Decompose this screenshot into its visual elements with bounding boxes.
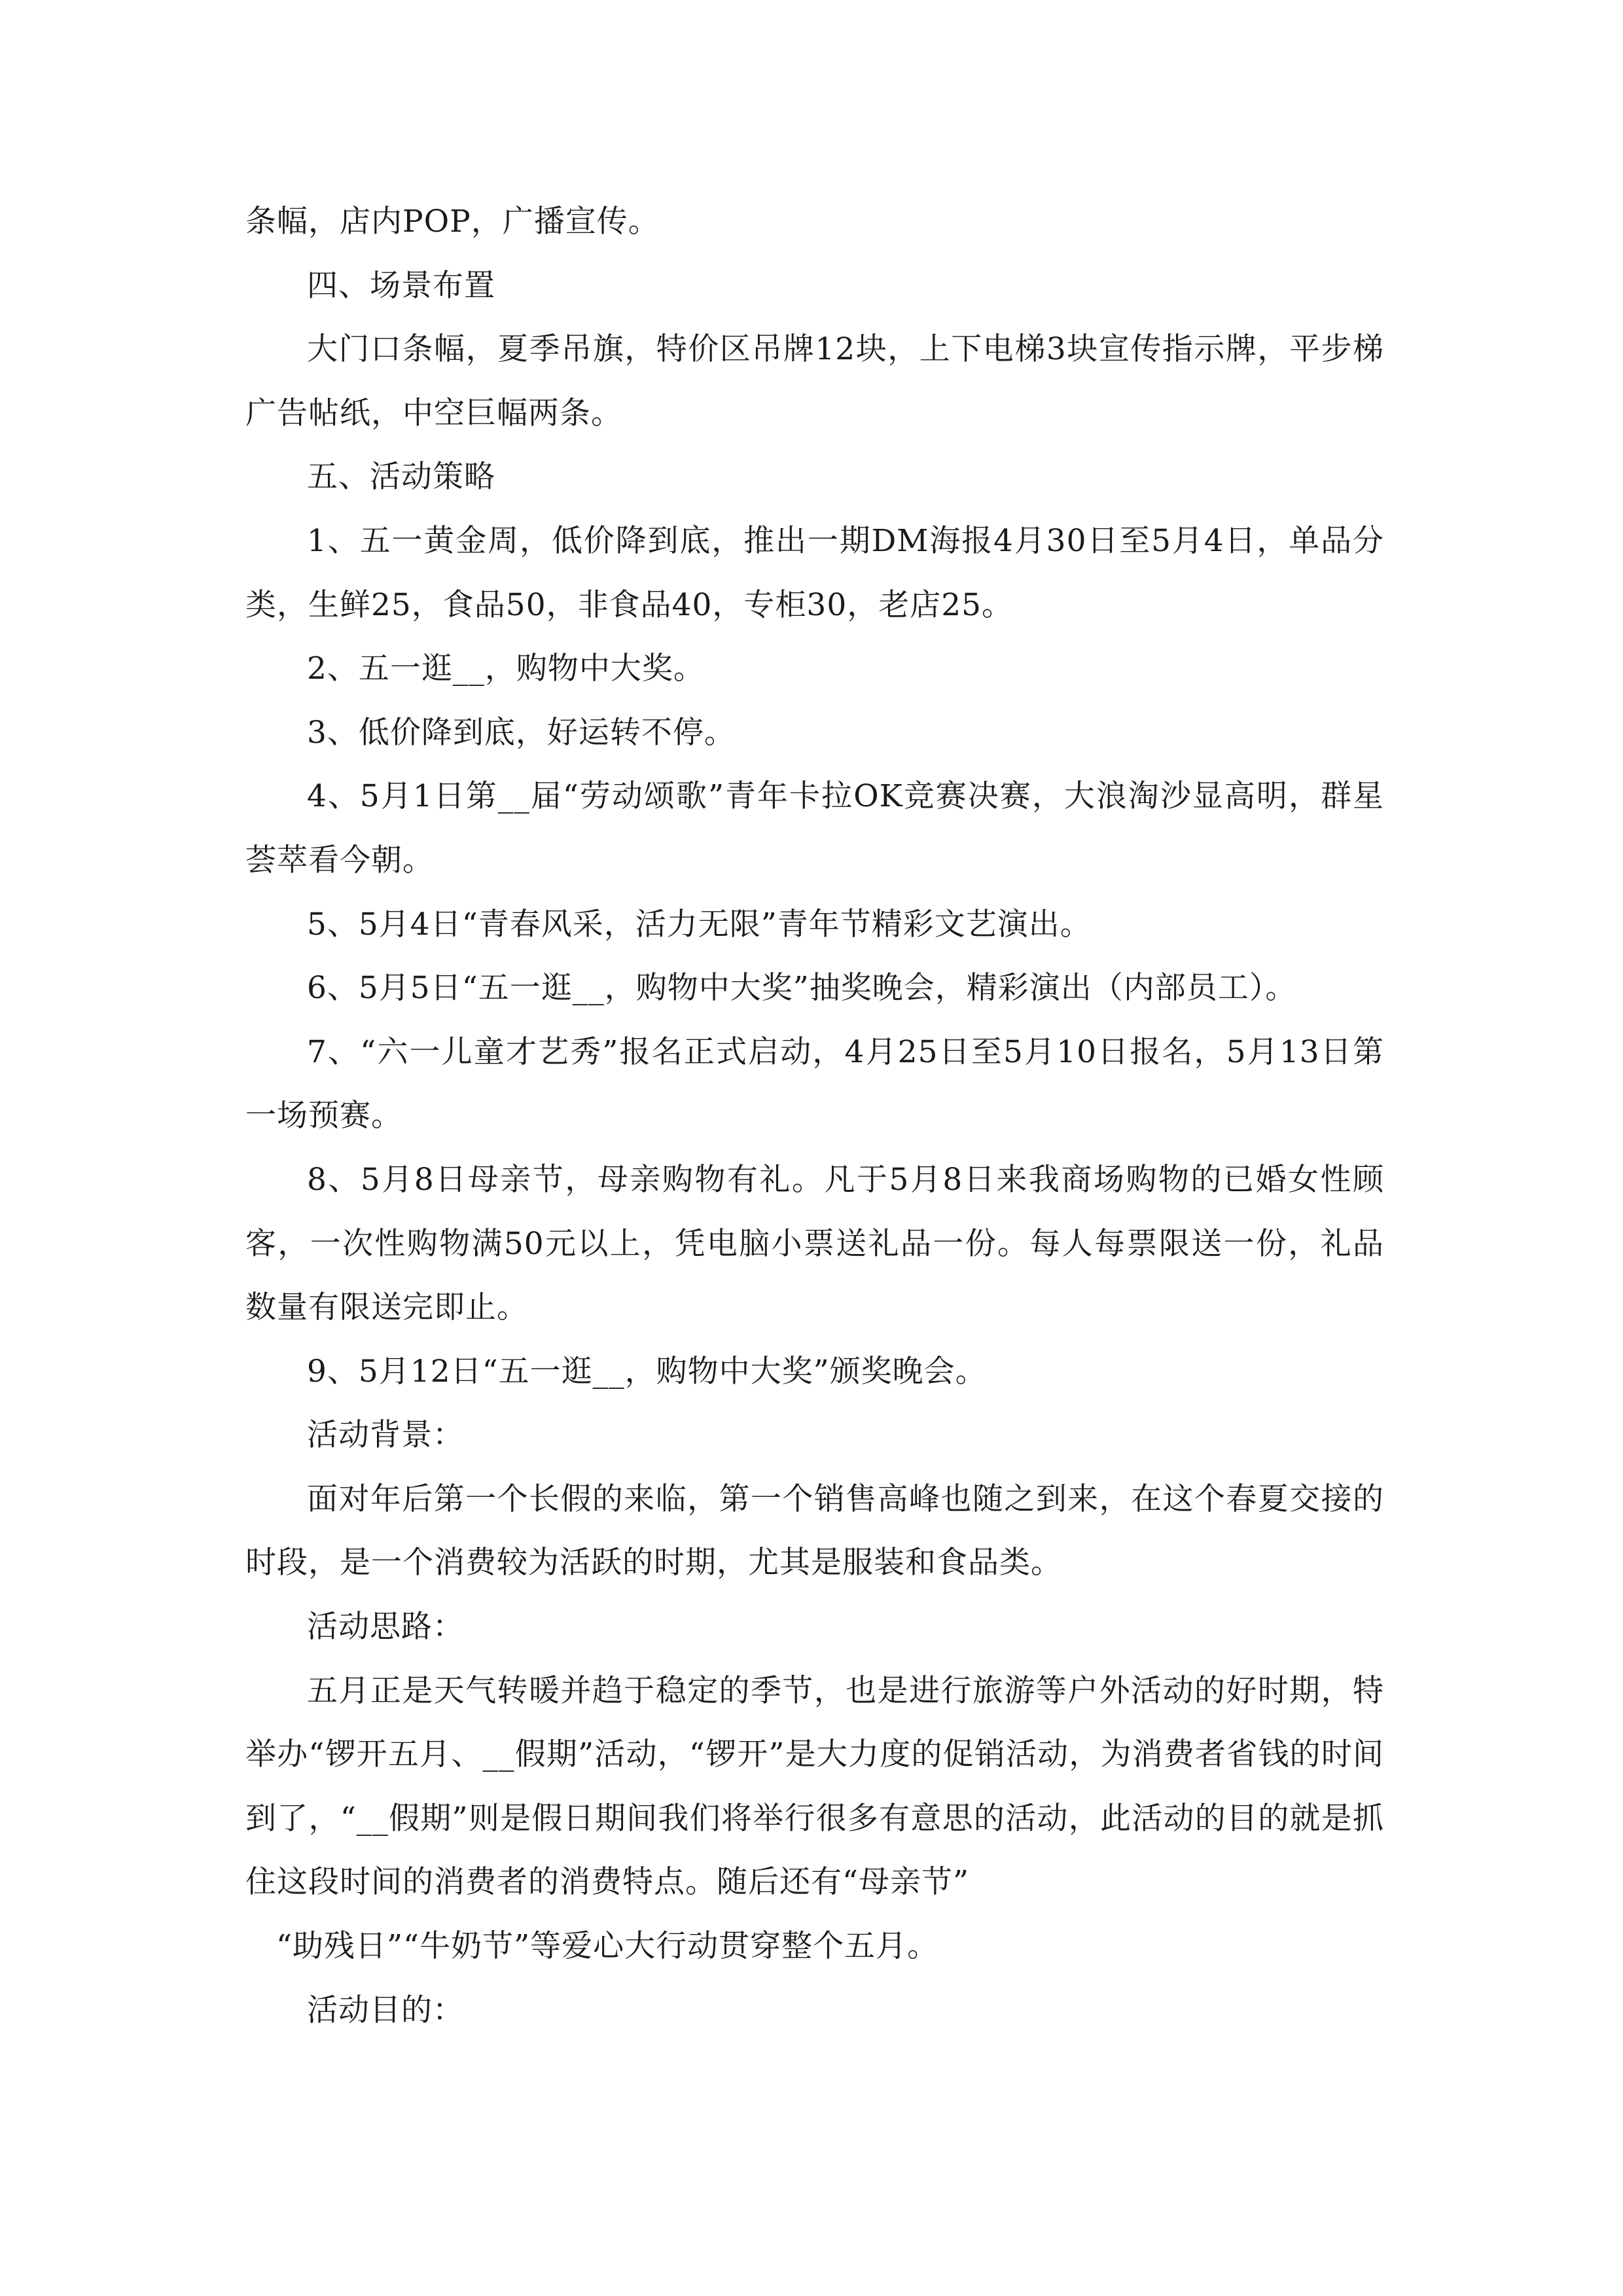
list-item-strategy-6: 6、5月5日“五一逛__，购物中大奖”抽奖晚会，精彩演出（内部员工）。 bbox=[307, 970, 1297, 1007]
paragraph-scene-setup: 大门口条幅，夏季吊旗，特价区吊牌12块，上下电梯3块宣传指示牌，平步梯广告帖纸，中空巨幅两条。 bbox=[245, 331, 1384, 431]
paragraph-activity-approach: 五月正是天气转暖并趋于稳定的季节，也是进行旅游等户外活动的好时期，特举办“锣开五月、__假期”活动，“锣开”是大力度的促销活动，为消费者省钱的时间到了，“__假期”则是假日期间我们将举行很多有意思的活动，此活动的目的就是抓住这段时间的消费者的消费特点。随后还有“母亲节” bbox=[245, 1672, 1384, 1901]
paragraph-publicity-continued: 条幅，店内POP，广播宣传。 bbox=[245, 204, 660, 240]
list-item-strategy-3: 3、低价降到底，好运转不停。 bbox=[307, 714, 736, 751]
document-body bbox=[245, 190, 1384, 2042]
list-item-strategy-1: 1、五一黄金周，低价降到底，推出一期DM海报4月30日至5月4日，单品分类，生鲜25，食品50，非食品40，专柜30，老店25。 bbox=[245, 522, 1384, 623]
paragraph-activity-approach-continued: “助残日”“牛奶节”等爱心大行动贯穿整个五月。 bbox=[276, 1928, 939, 1965]
list-item-strategy-9: 9、5月12日“五一逛__，购物中大奖”颁奖晚会。 bbox=[307, 1353, 987, 1390]
heading-activity-strategy: 五、活动策略 bbox=[307, 459, 495, 495]
heading-activity-approach: 活动思路： bbox=[307, 1609, 464, 1645]
list-item-strategy-2: 2、五一逛__，购物中大奖。 bbox=[307, 651, 705, 687]
paragraph-activity-background: 面对年后第一个长假的来临，第一个销售高峰也随之到来，在这个春夏交接的时段，是一个消费较为活跃的时期，尤其是服装和食品类。 bbox=[245, 1480, 1384, 1581]
list-item-strategy-8: 8、5月8日母亲节，母亲购物有礼。凡于5月8日来我商场购物的已婚女性顾客，一次性购物满50元以上，凭电脑小票送礼品一份。每人每票限送一份，礼品数量有限送完即止。 bbox=[245, 1161, 1384, 1326]
list-item-strategy-4: 4、5月1日第__届“劳动颂歌”青年卡拉OK竞赛决赛，大浪淘沙显高明，群星荟萃看今朝。 bbox=[245, 778, 1384, 878]
heading-scene-setup: 四、场景布置 bbox=[307, 267, 495, 304]
heading-activity-background: 活动背景： bbox=[307, 1417, 464, 1454]
heading-activity-goal: 活动目的： bbox=[307, 1992, 464, 2028]
list-item-strategy-7: 7、“六一儿童才艺秀”报名正式启动，4月25日至5月10日报名，5月13日第一场预赛。 bbox=[245, 1033, 1384, 1134]
list-item-strategy-5: 5、5月4日“青春风采，活力无限”青年节精彩文艺演出。 bbox=[307, 906, 1092, 942]
